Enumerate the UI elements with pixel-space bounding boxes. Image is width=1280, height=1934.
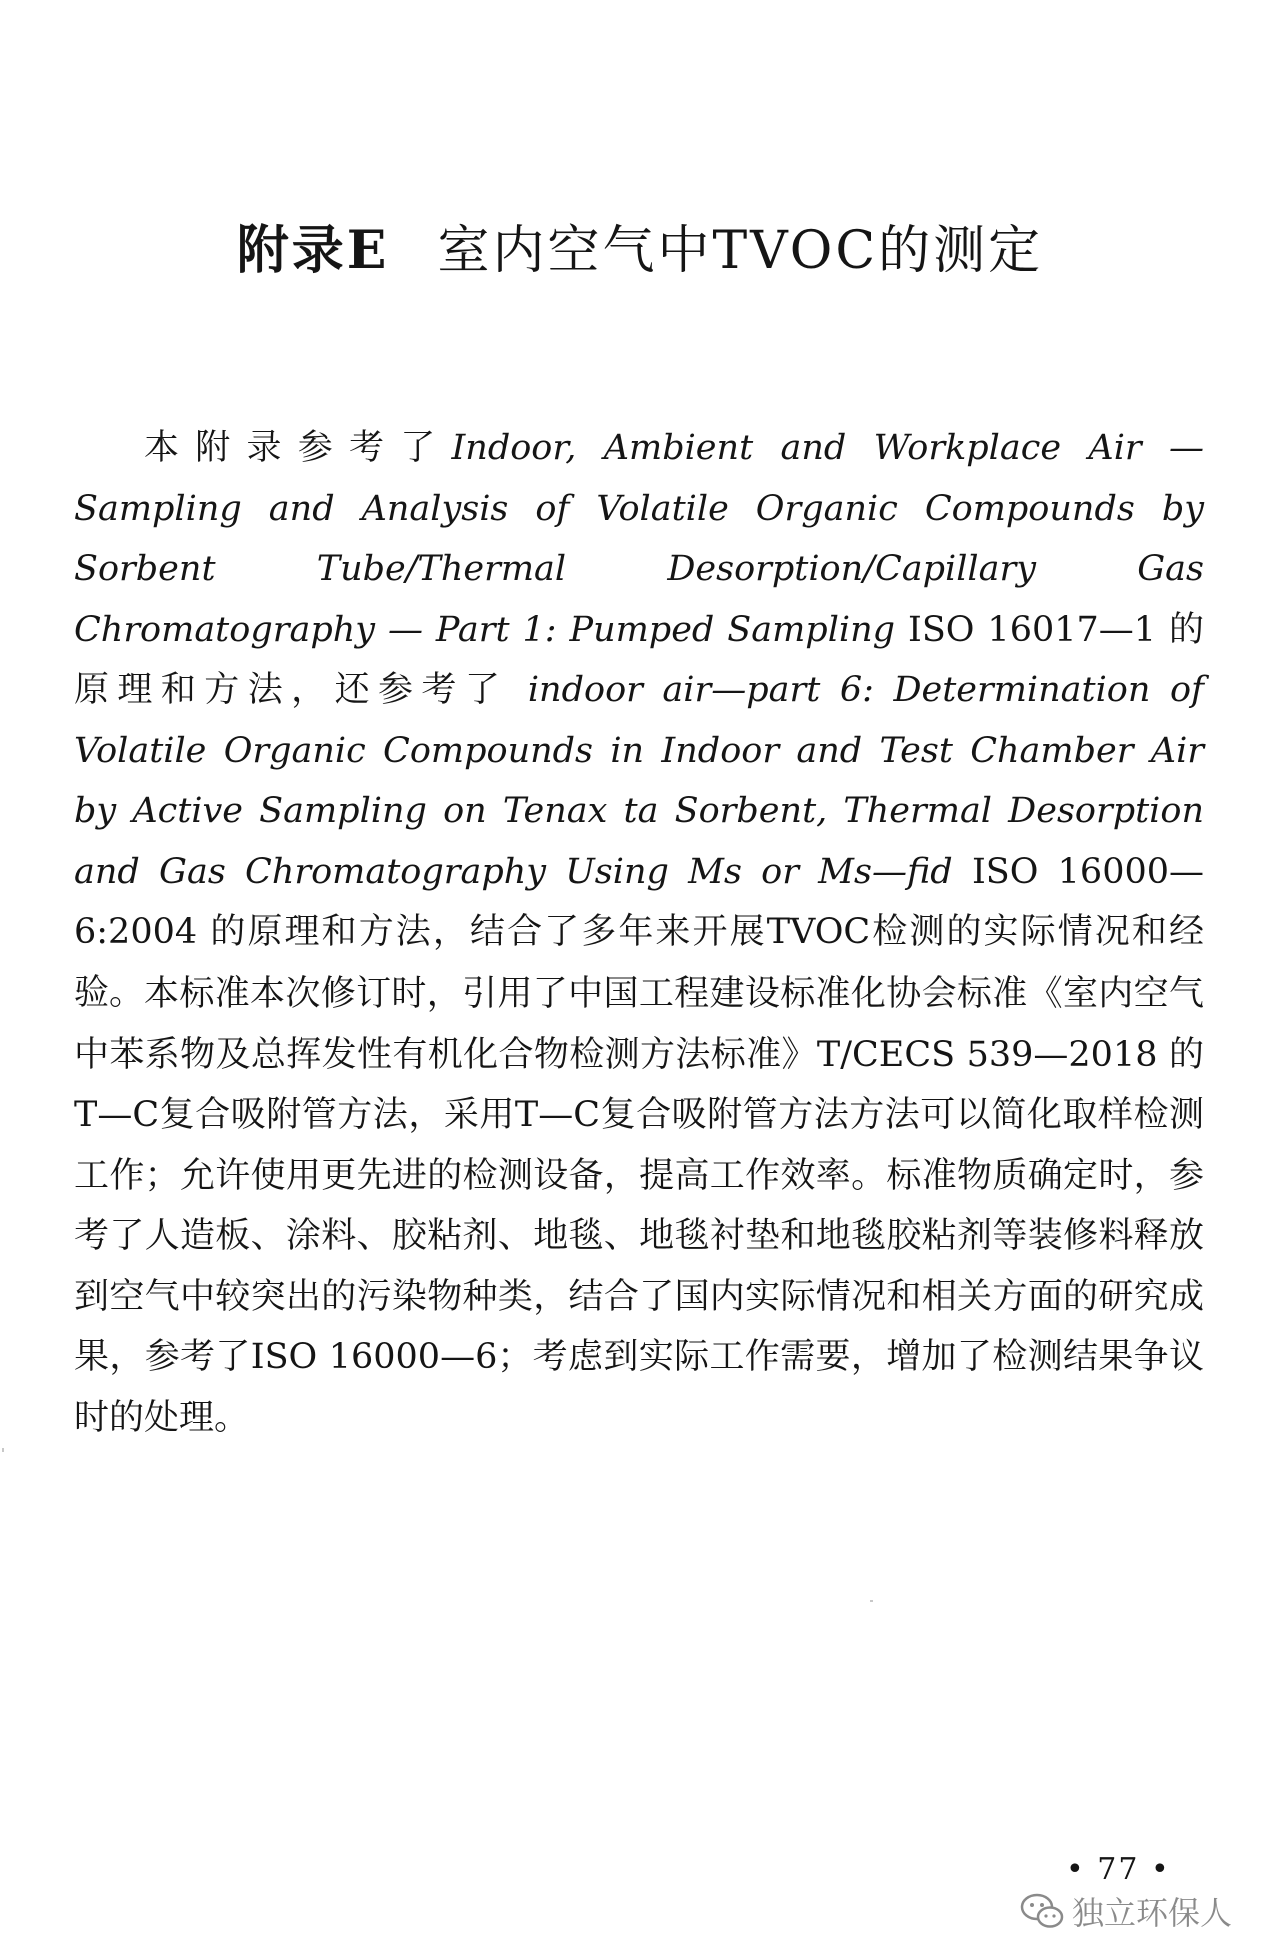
p1-intro: 本附录参考了 [144, 428, 452, 468]
p1-standard-2: ISO 16000—6:2004 的原理和方法，结合了多年来开展TVOC检测的实际情况和经验。 [74, 851, 1204, 1013]
page-number: • 77 • [1066, 1852, 1171, 1887]
scan-speck [2, 1448, 4, 1452]
p1-reference-title-1: Indoor, Ambient and Workplace Air — Sampling and Analysis of Volatile Organic Compounds by Sorbent Tube/Thermal Desorption/Capillary Gas Chromatography — Part 1: Pumped Sampling [74, 428, 1204, 650]
wechat-icon [1020, 1893, 1064, 1929]
paragraph-revision: 本标准本次修订时，引用了中国工程建设标准化协会标准《室内空气中苯系物及总挥发性有机化合物检测方法标准》T/CECS 539—2018 的T—C复合吸附管方法，采用T—C复合吸附管方法方法可以简化取样检测工作；允许使用更先进的检测设备，提高工作效率。标准物质确定时，参考了人造板、涂料、胶粘剂、地毯、地毯衬垫和地毯胶粘剂等装修料释放到空气中较突出的污染物种类，结合了国内实际情况和相关方面的研究成果，参考了ISO 16000—6；考虑到实际工作需要，增加了检测结果争议时的处理。 [74, 974, 1204, 1438]
watermark [1020, 1888, 1232, 1934]
appendix-title: 室内空气中TVOC的测定 [437, 221, 1044, 281]
p1-standard-1: ISO 16017—1 的原理和方法，还参考了 [74, 609, 1204, 710]
watermark-text: 独立环保人 [1072, 1894, 1233, 1932]
p1-reference-title-2: indoor air—part 6: Determination of Volatile Organic Compounds in Indoor and Test Chamber Air by Active Sampling on Tenax ta Sorbent, Thermal Desorption and Gas Chromatography Using Ms or Ms—fid [74, 670, 1204, 892]
scan-speck [870, 1600, 873, 1602]
paragraph-references [74, 418, 1204, 1023]
appendix-label: 附录E [236, 220, 390, 281]
page-title [0, 208, 1280, 283]
